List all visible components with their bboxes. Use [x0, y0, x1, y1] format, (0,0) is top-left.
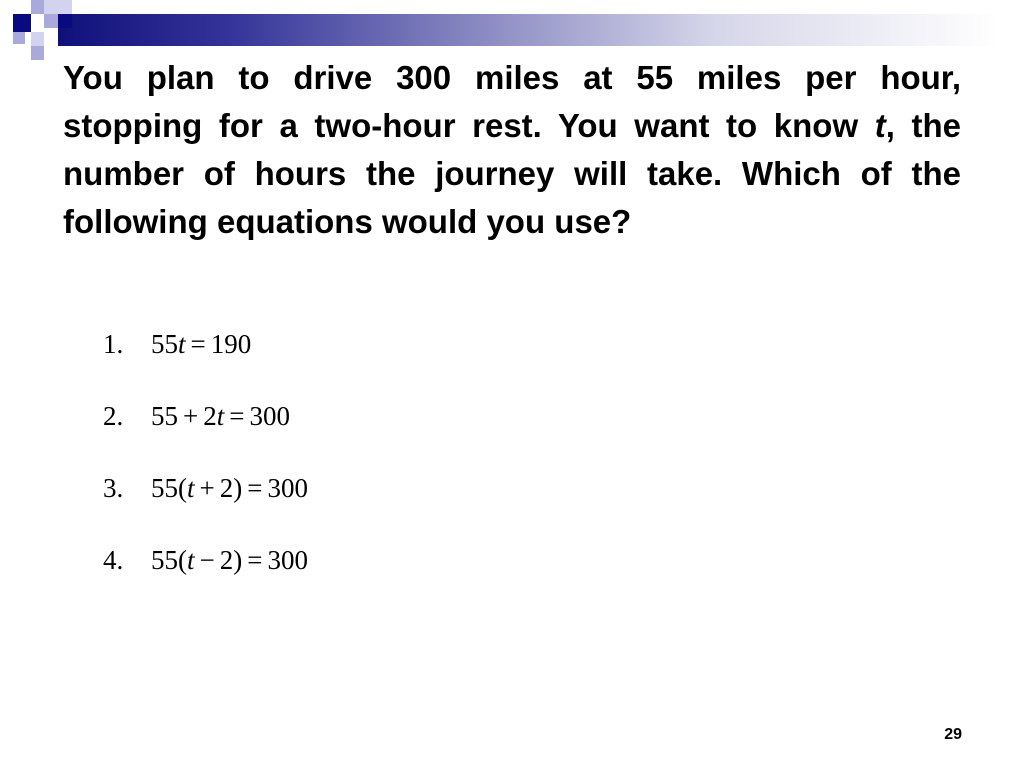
answer-options-list	[103, 324, 308, 612]
question-variable-t: t	[874, 107, 886, 144]
equation-operator: =	[229, 401, 245, 431]
decor-square	[58, 14, 72, 28]
equation-term: 2)	[219, 545, 243, 575]
equation-variable: t	[216, 401, 225, 431]
option-number: 3.	[103, 473, 124, 503]
equation-term: 300	[249, 401, 290, 431]
decor-square	[58, 0, 72, 14]
question-text	[63, 54, 961, 246]
option-equation	[151, 473, 308, 503]
answer-option-1[interactable]	[103, 324, 308, 396]
equation-operator: =	[190, 329, 206, 359]
equation-term: 2)	[219, 473, 243, 503]
option-equation	[151, 329, 251, 359]
decor-square	[31, 32, 44, 46]
equation-term: 55	[151, 401, 178, 431]
header-gradient-bar	[58, 14, 998, 46]
equation-operator: +	[183, 401, 199, 431]
equation-operator: =	[247, 473, 263, 503]
answer-option-3[interactable]	[103, 468, 308, 540]
decor-square	[13, 14, 31, 32]
answer-option-4[interactable]	[103, 540, 308, 612]
equation-term: 300	[267, 545, 308, 575]
option-number: 2.	[103, 401, 124, 431]
equation-operator: +	[199, 473, 215, 503]
equation-term: 2	[203, 401, 217, 431]
equation-operator: −	[199, 545, 215, 575]
option-number: 4.	[103, 545, 124, 575]
option-equation	[151, 545, 308, 575]
equation-term: 55(	[151, 473, 187, 503]
equation-term: 190	[210, 329, 252, 359]
decor-square	[44, 14, 58, 28]
decor-square	[31, 0, 44, 14]
question-text-part-1: You plan to drive 300 miles at 55 miles per hour, stopping for a two-hour rest. You want to know	[63, 59, 961, 144]
question-text-part-2: , the number of hours the journey will take. Which of the following equations would you use?	[63, 107, 961, 240]
answer-option-2[interactable]	[103, 396, 308, 468]
option-number: 1.	[103, 329, 124, 359]
equation-variable: t	[187, 473, 195, 503]
equation-term: 300	[267, 473, 308, 503]
decor-square	[13, 32, 25, 44]
decor-square	[31, 46, 44, 60]
equation-operator: =	[247, 545, 263, 575]
equation-variable: t	[178, 329, 186, 359]
decor-square	[44, 0, 58, 14]
equation-term: 55	[151, 329, 178, 359]
slide-page-number: 29	[944, 726, 962, 743]
equation-variable: t	[187, 545, 195, 575]
equation-term: 55(	[151, 545, 187, 575]
option-equation	[151, 401, 290, 431]
